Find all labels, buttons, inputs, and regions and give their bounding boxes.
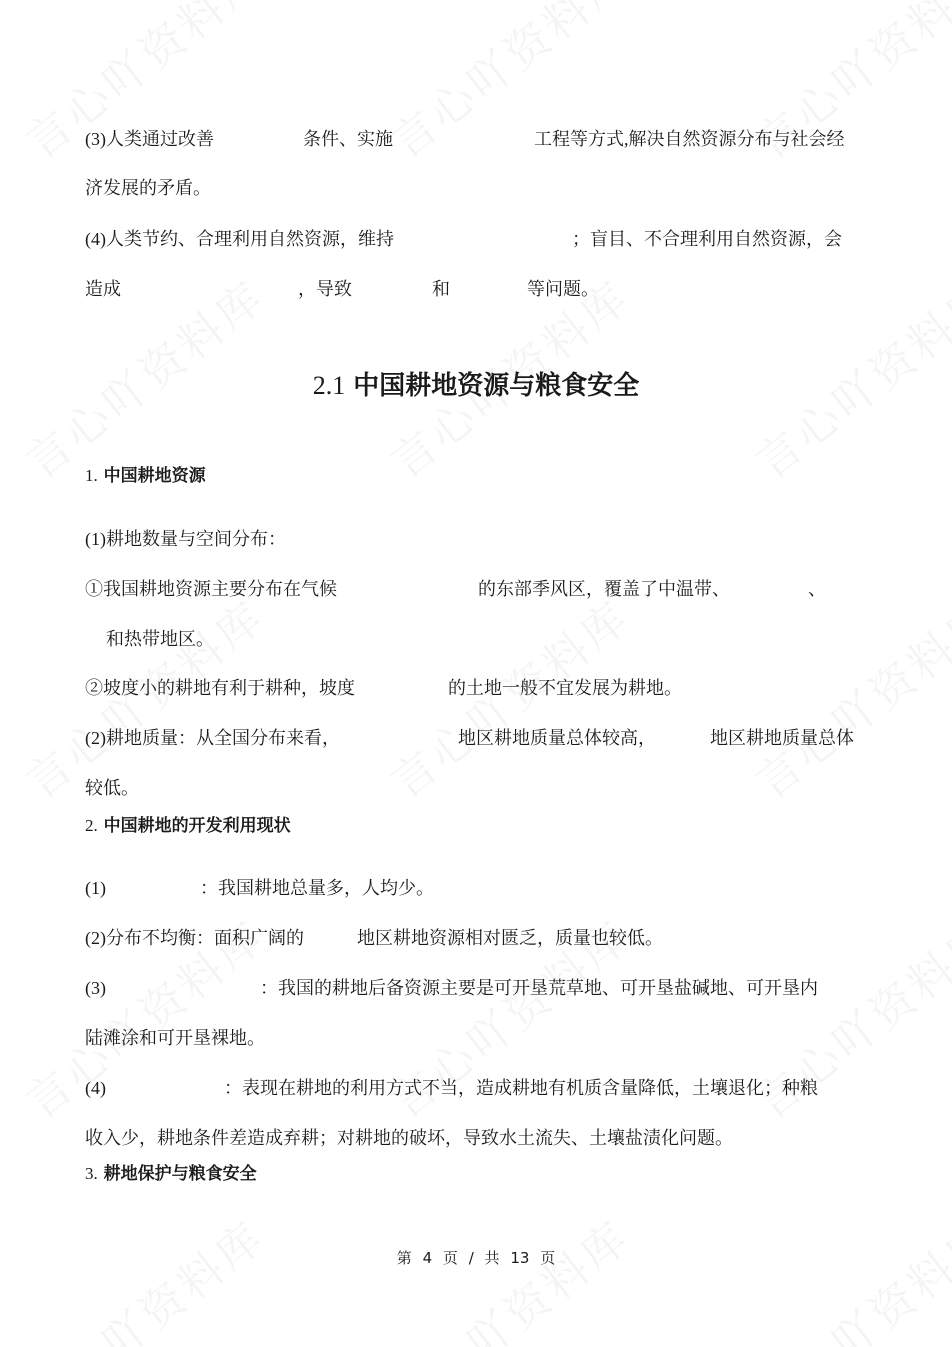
chapter-title-text: 中国耕地资源与粮食安全 xyxy=(353,371,640,400)
text-segment: ：我国的耕地后备资源主要是可开垦荒草地、可开垦盐碱地、可开垦内 xyxy=(260,978,818,998)
text-segment: 工程等方式,解决自然资源分布与社会经 xyxy=(534,129,845,149)
text-segment: (4) xyxy=(85,1078,106,1098)
text-segment: 收入少，耕地条件差造成弃耕；对耕地的破坏，导致水土流失、土壤盐渍化问题。 xyxy=(85,1128,733,1148)
text-segment: 地区耕地质量总体较高， xyxy=(458,728,656,748)
text-segment: ：我国耕地总量多，人均少。 xyxy=(200,878,434,898)
watermark xyxy=(375,1203,641,1347)
section-heading-3: 3. 耕地保护与粮食安全 xyxy=(85,1164,257,1184)
text-segment: ①我国耕地资源主要分布在气候 xyxy=(85,579,337,599)
text-segment: (4)人类节约、合理利用自然资源，维持 xyxy=(85,229,394,249)
text-segment: ，导致 xyxy=(298,279,352,299)
text-segment: 的土地一般不宜发展为耕地。 xyxy=(448,678,682,698)
current-page: 4 xyxy=(422,1249,433,1267)
text-segment: 造成 xyxy=(85,279,121,299)
total-pages: 13 xyxy=(510,1249,530,1267)
text-segment: 地区耕地质量总体 xyxy=(710,728,854,748)
text-segment: 和 xyxy=(432,279,450,299)
chapter-number: 2.1 xyxy=(312,371,346,400)
subsection-label: (1)耕地数量与空间分布： xyxy=(85,529,286,549)
text-segment: 、 xyxy=(808,579,826,599)
text-segment: (2)分布不均衡：面积广阔的 xyxy=(85,928,304,948)
text-segment: 条件、实施 xyxy=(303,129,393,149)
section-heading-1: 1. 中国耕地资源 xyxy=(85,466,206,486)
chapter-title xyxy=(0,370,952,402)
text-segment: 较低。 xyxy=(85,778,139,798)
watermark xyxy=(740,583,952,811)
text-segment: 的东部季风区，覆盖了中温带、 xyxy=(478,579,730,599)
text-segment: (1) xyxy=(85,878,106,898)
text-segment: 和热带地区。 xyxy=(106,629,214,649)
text-segment: 地区耕地资源相对匮乏，质量也较低。 xyxy=(357,928,663,948)
text-segment: ②坡度小的耕地有利于耕种，坡度 xyxy=(85,678,355,698)
text-segment: 陆滩涂和可开垦裸地。 xyxy=(85,1028,265,1048)
section-heading-2: 2. 中国耕地的开发利用现状 xyxy=(85,816,291,836)
text-segment: (3) xyxy=(85,978,106,998)
text-segment: (2)耕地质量：从全国分布来看， xyxy=(85,728,340,748)
text-segment: 济发展的矛盾。 xyxy=(85,178,211,198)
text-segment: (3)人类通过改善 xyxy=(85,129,214,149)
text-segment: ：表现在耕地的利用方式不当，造成耕地有机质含量降低，土壤退化；种粮 xyxy=(224,1078,818,1098)
page-footer: 第 4 页 / 共 13 页 xyxy=(396,1249,556,1267)
watermark xyxy=(10,1203,276,1347)
watermark xyxy=(740,1203,952,1347)
text-segment: ；盲目、不合理利用自然资源，会 xyxy=(572,229,842,249)
text-segment: 等问题。 xyxy=(527,279,599,299)
